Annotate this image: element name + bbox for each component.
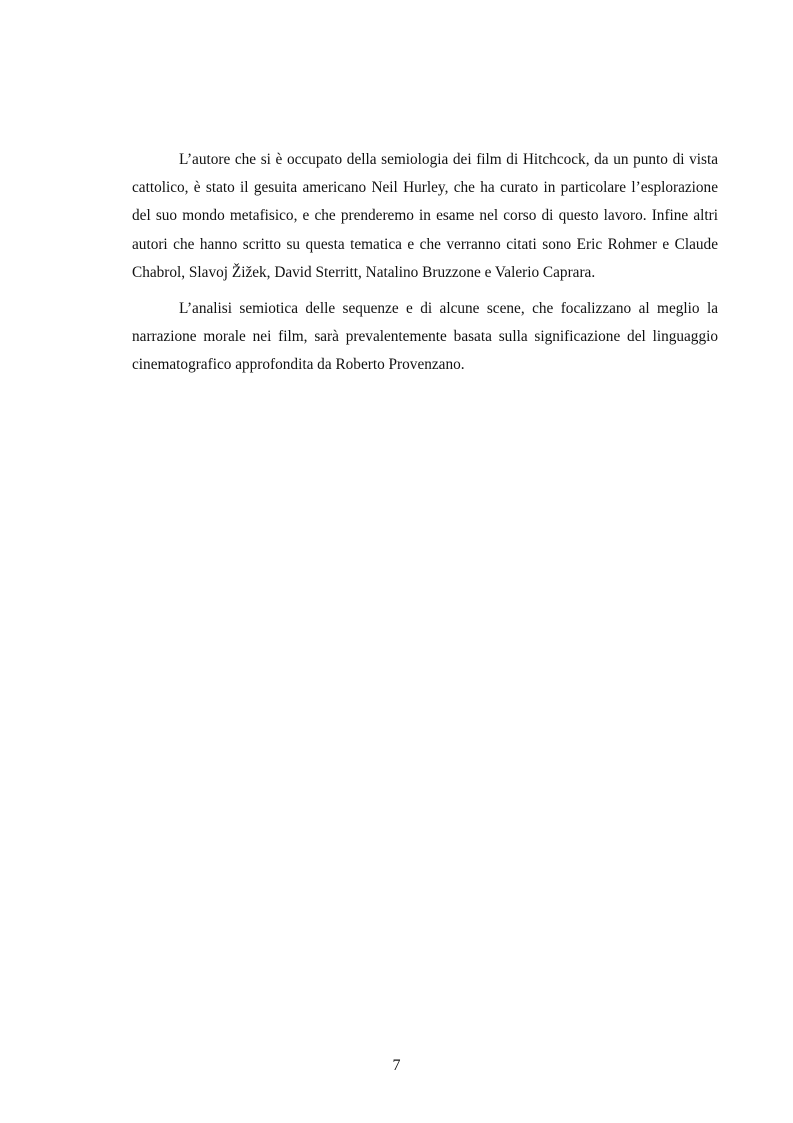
body-text bbox=[132, 146, 718, 388]
paragraph-1: L’autore che si è occupato della semiologia dei film di Hitchcock, da un punto di vista cattolico, è stato il gesuita americano Neil Hurley, che ha curato in particolare l’esplorazione del suo mondo metafisico, e che prenderemo in esame nel corso di questo lavoro. Infine altri autori che hanno scritto su questa tematica e che verranno citati sono Eric Rohmer e Claude Chabrol, Slavoj Žižek, David Sterritt, Natalino Bruzzone e Valerio Caprara. bbox=[132, 151, 718, 281]
page-number: 7 bbox=[392, 1057, 401, 1074]
paragraph-2: L’analisi semiotica delle sequenze e di alcune scene, che focalizzano al meglio la narrazione morale nei film, sarà prevalentemente basata sulla significazione del linguaggio cinematografico approfondita da Roberto Provenzano. bbox=[132, 300, 718, 374]
